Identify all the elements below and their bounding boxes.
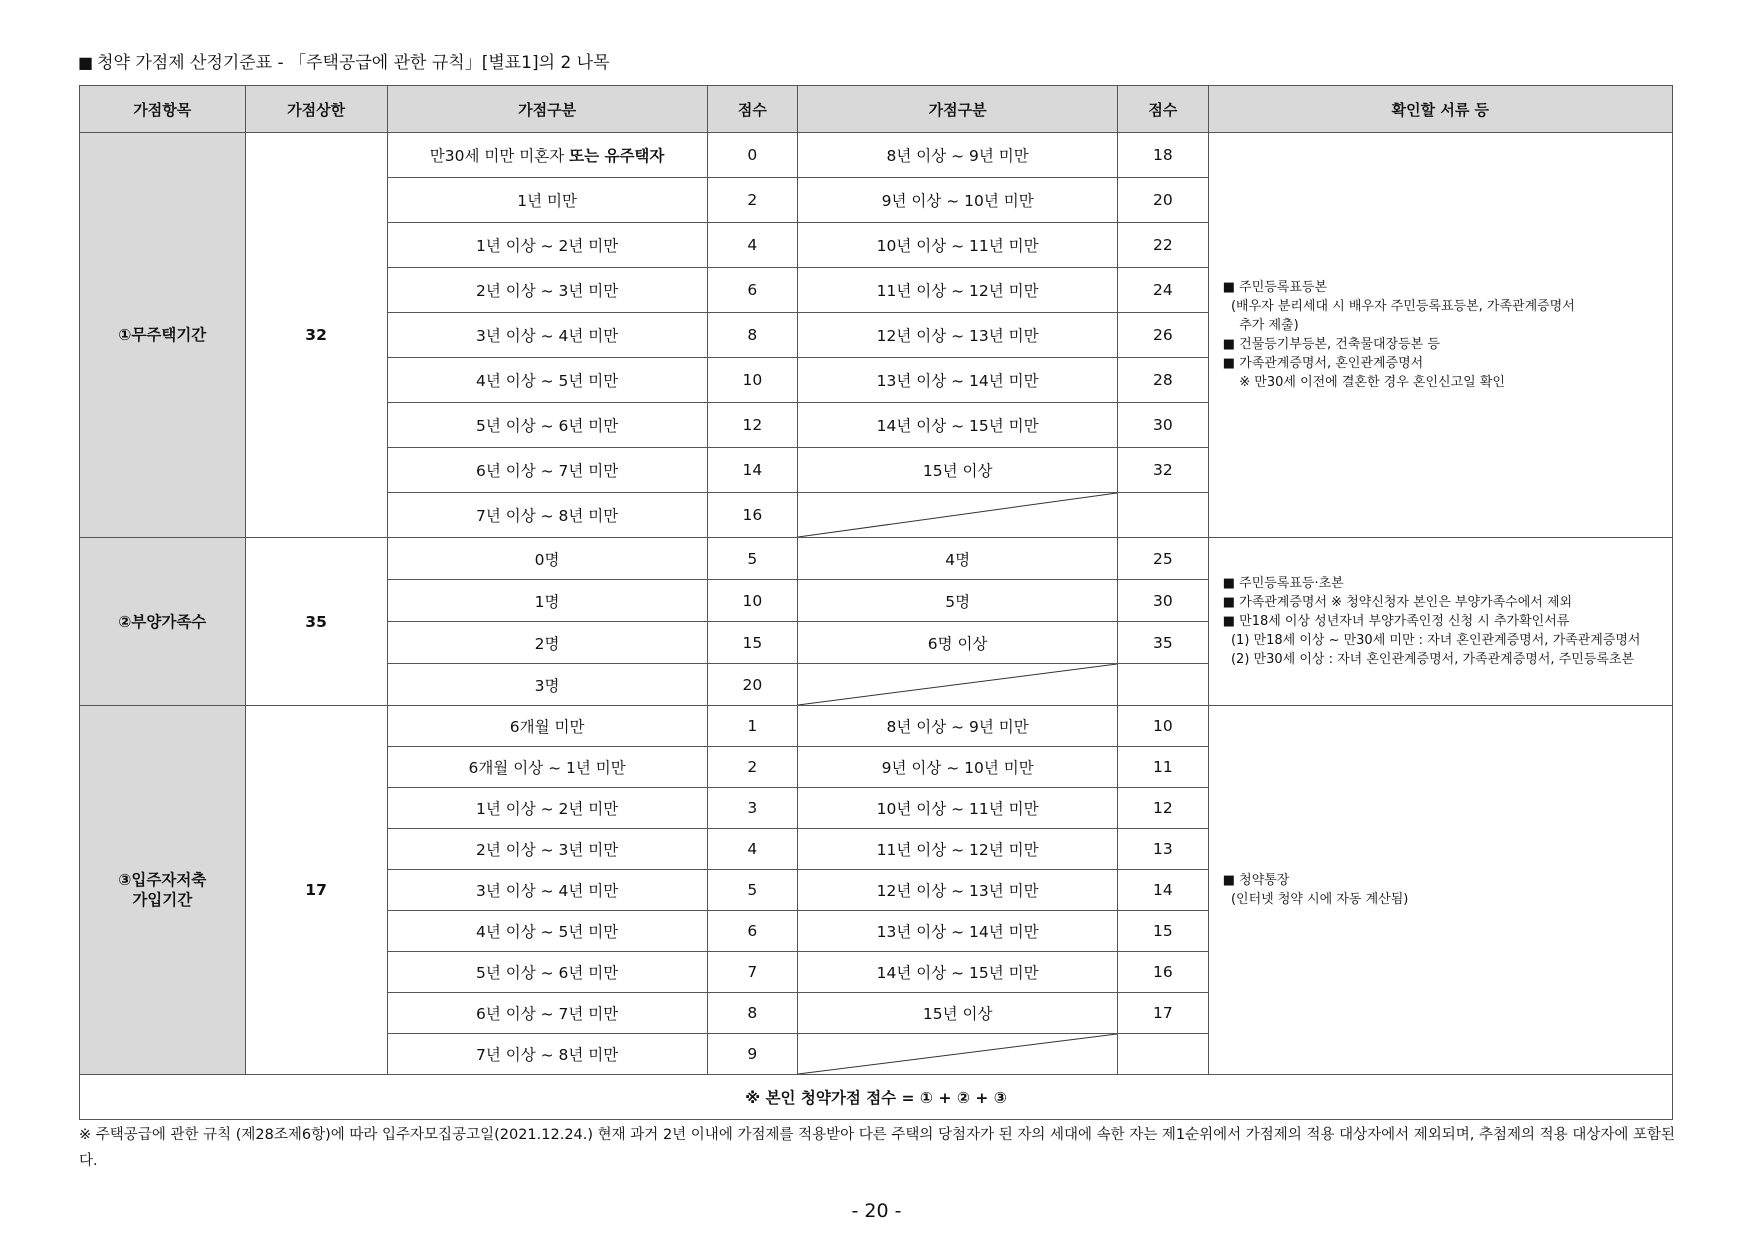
- header-documents: 확인할 서류 등: [1208, 86, 1672, 133]
- category-label-line: ③입주자저축: [118, 871, 207, 889]
- criteria-b-cell: 8년 이상 ~ 9년 미만: [798, 706, 1118, 747]
- score-a-cell: 10: [707, 358, 798, 403]
- criteria-b-cell: 12년 이상 ~ 13년 미만: [798, 870, 1118, 911]
- document-line: (2) 만30세 이상 : 자녀 혼인관계증명서, 가족관계증명서, 주민등록초본: [1222, 652, 1635, 667]
- criteria-a-cell: 4년 이상 ~ 5년 미만: [387, 358, 707, 403]
- criteria-a-cell: 6년 이상 ~ 7년 미만: [387, 448, 707, 493]
- score-b-cell: 32: [1118, 448, 1209, 493]
- criteria-a-cell: 0명: [387, 538, 707, 580]
- criteria-a-cell: 4년 이상 ~ 5년 미만: [387, 911, 707, 952]
- criteria-a-cell: 1년 이상 ~ 2년 미만: [387, 788, 707, 829]
- header-criteria-b: 가점구분: [798, 86, 1118, 133]
- criteria-b-cell: 13년 이상 ~ 14년 미만: [798, 911, 1118, 952]
- document-line: ■ 만18세 이상 성년자녀 부양가족인정 신청 시 추가확인서류: [1222, 614, 1570, 629]
- criteria-b-cell: 9년 이상 ~ 10년 미만: [798, 178, 1118, 223]
- score-a-cell: 16: [707, 493, 798, 538]
- criteria-a-bold: 또는 유주택자: [569, 147, 665, 165]
- criteria-a-cell: 3년 이상 ~ 4년 미만: [387, 313, 707, 358]
- score-a-cell: 9: [707, 1034, 798, 1075]
- criteria-b-cell: 5명: [798, 580, 1118, 622]
- criteria-a-cell: 1년 이상 ~ 2년 미만: [387, 223, 707, 268]
- criteria-a-cell: 5년 이상 ~ 6년 미만: [387, 952, 707, 993]
- score-b-cell: 25: [1118, 538, 1209, 580]
- criteria-b-cell: 6명 이상: [798, 622, 1118, 664]
- criteria-a-cell: 2년 이상 ~ 3년 미만: [387, 268, 707, 313]
- criteria-b-cell: 14년 이상 ~ 15년 미만: [798, 952, 1118, 993]
- document-line: (인터넷 청약 시에 자동 계산됨): [1222, 892, 1409, 907]
- score-a-cell: 5: [707, 538, 798, 580]
- empty-diagonal-cell: [798, 664, 1118, 706]
- score-a-cell: 15: [707, 622, 798, 664]
- criteria-b-cell: 14년 이상 ~ 15년 미만: [798, 403, 1118, 448]
- category-cell: [80, 538, 246, 706]
- diagonal-line: [798, 664, 1117, 705]
- score-b-cell: 15: [1118, 911, 1209, 952]
- score-a-cell: 3: [707, 788, 798, 829]
- max-score-cell: 17: [245, 706, 387, 1075]
- score-table: [79, 85, 1673, 1120]
- document-line: ■ 가족관계증명서 ※ 청약신청자 본인은 부양가족수에서 제외: [1222, 595, 1573, 610]
- criteria-b-cell: 9년 이상 ~ 10년 미만: [798, 747, 1118, 788]
- score-b-cell: 28: [1118, 358, 1209, 403]
- documents-cell: [1208, 538, 1672, 706]
- score-b-cell: 22: [1118, 223, 1209, 268]
- header-score-a: 점수: [707, 86, 798, 133]
- document-line: ■ 주민등록표등본: [1222, 280, 1328, 295]
- score-b-cell: 11: [1118, 747, 1209, 788]
- score-a-cell: 0: [707, 133, 798, 178]
- score-a-cell: 4: [707, 829, 798, 870]
- criteria-b-cell: 8년 이상 ~ 9년 미만: [798, 133, 1118, 178]
- document-line: ※ 만30세 이전에 결혼한 경우 혼인신고일 확인: [1222, 375, 1505, 390]
- page-title: [78, 48, 610, 73]
- criteria-b-cell: 11년 이상 ~ 12년 미만: [798, 268, 1118, 313]
- criteria-a-cell: 6개월 미만: [387, 706, 707, 747]
- criteria-a-cell: 2년 이상 ~ 3년 미만: [387, 829, 707, 870]
- diagonal-line: [798, 493, 1117, 537]
- table-row: [80, 706, 1673, 747]
- header-max: 가점상한: [245, 86, 387, 133]
- criteria-a-cell: 3명: [387, 664, 707, 706]
- criteria-b-cell: 11년 이상 ~ 12년 미만: [798, 829, 1118, 870]
- category-label-line: 가입기간: [132, 891, 193, 909]
- score-a-cell: 20: [707, 664, 798, 706]
- criteria-a-cell: 6개월 이상 ~ 1년 미만: [387, 747, 707, 788]
- document-line: (배우자 분리세대 시 배우자 주민등록표등본, 가족관계증명서: [1222, 299, 1575, 314]
- criteria-b-cell: 10년 이상 ~ 11년 미만: [798, 788, 1118, 829]
- score-a-cell: 8: [707, 313, 798, 358]
- score-a-cell: 6: [707, 268, 798, 313]
- score-a-cell: 8: [707, 993, 798, 1034]
- score-a-cell: 14: [707, 448, 798, 493]
- criteria-a-text: 만30세 미만 미혼자: [429, 147, 570, 165]
- page-number: - 20 -: [851, 1200, 902, 1222]
- criteria-a-cell: 7년 이상 ~ 8년 미만: [387, 493, 707, 538]
- criteria-a-cell: [387, 133, 707, 178]
- score-b-cell: 16: [1118, 952, 1209, 993]
- score-b-cell: 17: [1118, 993, 1209, 1034]
- documents-cell: [1208, 706, 1672, 1075]
- criteria-a-cell: 5년 이상 ~ 6년 미만: [387, 403, 707, 448]
- header-criteria-a: 가점구분: [387, 86, 707, 133]
- score-b-cell: 30: [1118, 403, 1209, 448]
- score-a-cell: 4: [707, 223, 798, 268]
- category-label-line: ②부양가족수: [118, 612, 207, 631]
- category-label-line: ①무주택기간: [118, 326, 207, 344]
- total-row: [80, 1075, 1673, 1120]
- score-b-cell: 13: [1118, 829, 1209, 870]
- document-line: ■ 가족관계증명서, 혼인관계증명서: [1222, 356, 1424, 371]
- title-marker: ■: [78, 53, 94, 72]
- document-line: ■ 주민등록표등·초본: [1222, 576, 1344, 591]
- diagonal-line: [798, 1034, 1117, 1074]
- score-a-cell: 2: [707, 747, 798, 788]
- score-b-cell: 20: [1118, 178, 1209, 223]
- empty-score-cell: [1118, 1034, 1209, 1075]
- score-a-cell: 10: [707, 580, 798, 622]
- document-line: 추가 제출): [1222, 318, 1299, 333]
- criteria-a-cell: 2명: [387, 622, 707, 664]
- max-score-cell: 35: [245, 538, 387, 706]
- score-b-cell: 12: [1118, 788, 1209, 829]
- criteria-b-cell: 15년 이상: [798, 993, 1118, 1034]
- empty-diagonal-cell: [798, 493, 1118, 538]
- score-b-cell: 18: [1118, 133, 1209, 178]
- criteria-a-cell: 1명: [387, 580, 707, 622]
- score-a-cell: 1: [707, 706, 798, 747]
- criteria-b-cell: 12년 이상 ~ 13년 미만: [798, 313, 1118, 358]
- table-row: [80, 133, 1673, 178]
- criteria-b-cell: 15년 이상: [798, 448, 1118, 493]
- score-a-cell: 12: [707, 403, 798, 448]
- score-a-cell: 6: [707, 911, 798, 952]
- table-row: [80, 538, 1673, 580]
- document-line: (1) 만18세 이상 ~ 만30세 미만 : 자녀 혼인관계증명서, 가족관계증명서: [1222, 633, 1641, 648]
- document-line: ■ 청약통장: [1222, 873, 1290, 888]
- empty-score-cell: [1118, 664, 1209, 706]
- header-score-b: 점수: [1118, 86, 1209, 133]
- documents-cell: [1208, 133, 1672, 538]
- document-line: ■ 건물등기부등본, 건축물대장등본 등: [1222, 337, 1440, 352]
- criteria-b-cell: 10년 이상 ~ 11년 미만: [798, 223, 1118, 268]
- score-b-cell: 30: [1118, 580, 1209, 622]
- criteria-a-cell: 7년 이상 ~ 8년 미만: [387, 1034, 707, 1075]
- empty-diagonal-cell: [798, 1034, 1118, 1075]
- criteria-b-cell: 13년 이상 ~ 14년 미만: [798, 358, 1118, 403]
- score-a-cell: 5: [707, 870, 798, 911]
- criteria-a-cell: 6년 이상 ~ 7년 미만: [387, 993, 707, 1034]
- criteria-a-cell: 3년 이상 ~ 4년 미만: [387, 870, 707, 911]
- total-formula: ※ 본인 청약가점 점수 = ① + ② + ③: [80, 1075, 1673, 1120]
- category-cell: [80, 133, 246, 538]
- category-cell: [80, 706, 246, 1075]
- title-text: 청약 가점제 산정기준표 - 「주택공급에 관한 규칙」[별표1]의 2 나목: [97, 53, 610, 73]
- score-a-cell: 2: [707, 178, 798, 223]
- footnote: ※ 주택공급에 관한 규칙 (제28조제6항)에 따라 입주자모집공고일(2021.12.24.) 현재 과거 2년 이내에 가점제를 적용받아 다른 주택의 당첨자가 된 자의 세대에 속한 자는 제1순위에서 가점제의 적용 대상자에서 제외되며, 추첨제의 적용 대상자에 포함된다.: [79, 1127, 1675, 1169]
- score-b-cell: 10: [1118, 706, 1209, 747]
- header-row: [80, 86, 1673, 133]
- score-b-cell: 26: [1118, 313, 1209, 358]
- score-b-cell: 35: [1118, 622, 1209, 664]
- criteria-b-cell: 4명: [798, 538, 1118, 580]
- header-category: 가점항목: [80, 86, 246, 133]
- score-b-cell: 14: [1118, 870, 1209, 911]
- max-score-cell: 32: [245, 133, 387, 538]
- empty-score-cell: [1118, 493, 1209, 538]
- criteria-a-cell: 1년 미만: [387, 178, 707, 223]
- score-a-cell: 7: [707, 952, 798, 993]
- score-b-cell: 24: [1118, 268, 1209, 313]
